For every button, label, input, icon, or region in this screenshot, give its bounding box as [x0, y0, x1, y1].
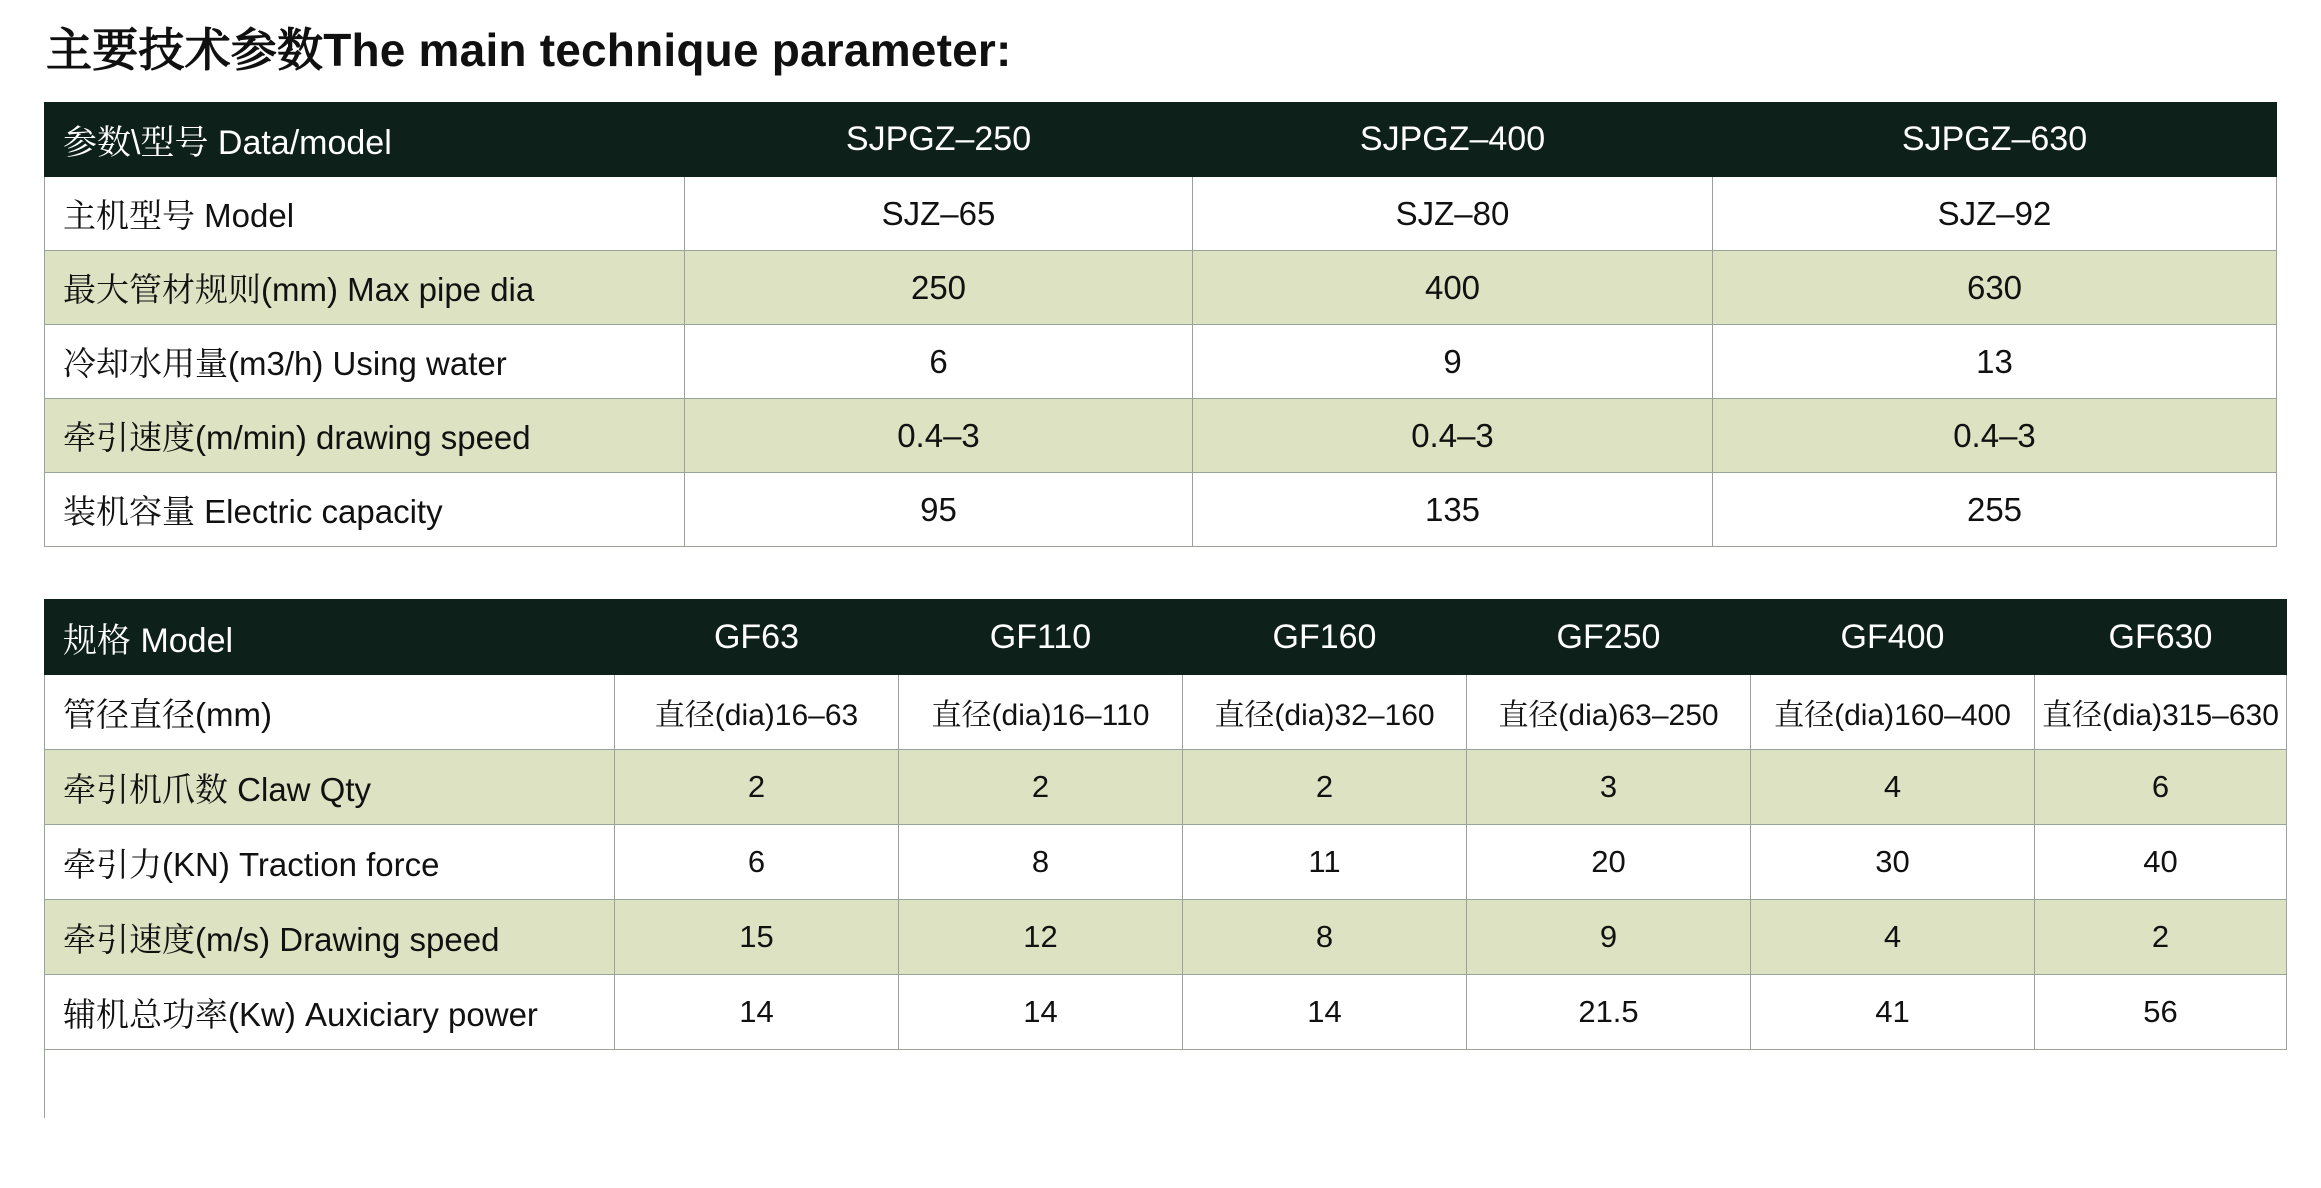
table-row	[45, 177, 2277, 251]
table-gap-spacer	[0, 547, 2321, 599]
table-1-cell: 0.4–3	[1193, 399, 1713, 473]
table-2-trailing-rule	[44, 1050, 2286, 1118]
table-2-cell: 9	[1467, 900, 1751, 975]
table-1-cell: 630	[1713, 251, 2277, 325]
table-2-header-cell-4: GF250	[1467, 600, 1751, 675]
table-2-header-cell-0: 规格 Model	[45, 600, 615, 675]
table-2-header	[45, 600, 2287, 675]
table-row	[45, 103, 2277, 177]
table-row	[45, 473, 2277, 547]
table-2-cell: 30	[1751, 825, 2035, 900]
table-2-cell: 直径(dia)16–110	[899, 675, 1183, 750]
table-row	[45, 975, 2287, 1050]
table-2-cell: 6	[2035, 750, 2287, 825]
table-row	[45, 251, 2277, 325]
table-1-cell: 250	[685, 251, 1193, 325]
table-2-cell: 直径(dia)63–250	[1467, 675, 1751, 750]
table-2-cell: 直径(dia)32–160	[1183, 675, 1467, 750]
table-1-header-cell-0: 参数\型号 Data/model	[45, 103, 685, 177]
table-2-cell: 直径(dia)16–63	[615, 675, 899, 750]
table-1-header-cell-3: SJPGZ–630	[1713, 103, 2277, 177]
table-2-cell: 11	[1183, 825, 1467, 900]
table-1-cell: 13	[1713, 325, 2277, 399]
table-1-cell: 9	[1193, 325, 1713, 399]
table-2-cell: 8	[899, 825, 1183, 900]
table-1-cell: 6	[685, 325, 1193, 399]
table-2-cell: 3	[1467, 750, 1751, 825]
table-2-cell: 40	[2035, 825, 2287, 900]
table-1-header	[45, 103, 2277, 177]
table-2-cell: 21.5	[1467, 975, 1751, 1050]
table-row	[45, 825, 2287, 900]
table-2-cell: 41	[1751, 975, 2035, 1050]
table-1-header-cell-2: SJPGZ–400	[1193, 103, 1713, 177]
table-1-row-label: 最大管材规则(mm) Max pipe dia	[45, 251, 685, 325]
table-1-cell: 0.4–3	[1713, 399, 2277, 473]
table-row	[45, 900, 2287, 975]
table-2-header-cell-3: GF160	[1183, 600, 1467, 675]
table-2-header-cell-1: GF63	[615, 600, 899, 675]
technique-parameter-table-2	[44, 599, 2287, 1050]
table-1-cell: 255	[1713, 473, 2277, 547]
table-row	[45, 399, 2277, 473]
table-row	[45, 600, 2287, 675]
table-2-header-cell-2: GF110	[899, 600, 1183, 675]
table-1-cell: SJZ–65	[685, 177, 1193, 251]
document-page	[0, 14, 2321, 1188]
table-1-cell: 0.4–3	[685, 399, 1193, 473]
table-1-header-cell-1: SJPGZ–250	[685, 103, 1193, 177]
technique-parameter-table-1-wrap	[44, 102, 2321, 547]
table-2-cell: 14	[1183, 975, 1467, 1050]
page-title: 主要技术参数The main technique parameter:	[46, 24, 1012, 76]
table-2-cell: 2	[615, 750, 899, 825]
table-row	[45, 325, 2277, 399]
table-1-row-label: 装机容量 Electric capacity	[45, 473, 685, 547]
table-2-cell: 4	[1751, 750, 2035, 825]
table-2-header-cell-6: GF630	[2035, 600, 2287, 675]
table-1-cell: SJZ–80	[1193, 177, 1713, 251]
table-1-cell: SJZ–92	[1713, 177, 2277, 251]
table-2-cell: 2	[2035, 900, 2287, 975]
table-2-cell: 4	[1751, 900, 2035, 975]
table-2-body	[45, 675, 2287, 1050]
table-2-cell: 56	[2035, 975, 2287, 1050]
table-2-row-label: 管径直径(mm)	[45, 675, 615, 750]
table-2-cell: 14	[615, 975, 899, 1050]
table-2-row-label: 牵引速度(m/s) Drawing speed	[45, 900, 615, 975]
technique-parameter-table-1	[44, 102, 2277, 547]
table-row	[45, 750, 2287, 825]
table-2-cell: 14	[899, 975, 1183, 1050]
table-2-header-cell-5: GF400	[1751, 600, 2035, 675]
table-1-body	[45, 177, 2277, 547]
table-2-cell: 15	[615, 900, 899, 975]
table-2-row-label: 牵引机爪数 Claw Qty	[45, 750, 615, 825]
table-row	[45, 675, 2287, 750]
table-1-row-label: 主机型号 Model	[45, 177, 685, 251]
table-2-cell: 6	[615, 825, 899, 900]
table-1-row-label: 牵引速度(m/min) drawing speed	[45, 399, 685, 473]
table-2-cell: 直径(dia)315–630	[2035, 675, 2287, 750]
table-2-cell: 20	[1467, 825, 1751, 900]
table-1-row-label: 冷却水用量(m3/h) Using water	[45, 325, 685, 399]
table-2-cell: 直径(dia)160–400	[1751, 675, 2035, 750]
table-2-cell: 2	[1183, 750, 1467, 825]
table-2-cell: 8	[1183, 900, 1467, 975]
table-2-row-label: 牵引力(KN) Traction force	[45, 825, 615, 900]
table-1-cell: 400	[1193, 251, 1713, 325]
table-2-cell: 2	[899, 750, 1183, 825]
table-2-cell: 12	[899, 900, 1183, 975]
technique-parameter-table-2-wrap	[44, 599, 2321, 1050]
table-1-cell: 135	[1193, 473, 1713, 547]
table-1-cell: 95	[685, 473, 1193, 547]
table-2-row-label: 辅机总功率(Kw) Auxiciary power	[45, 975, 615, 1050]
